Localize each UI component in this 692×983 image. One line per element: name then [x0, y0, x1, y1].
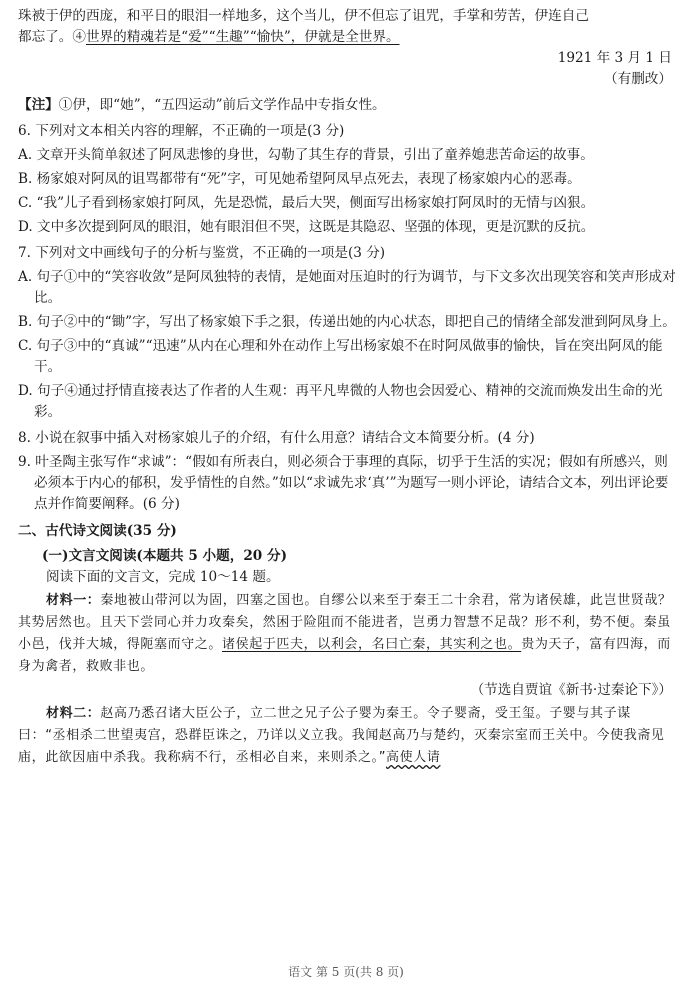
- q7-option-d: D. 句子④通过抒情直接表达了作者的人生观：再平凡卑微的人物也会因爱心、精神的交流而焕发出生命的光彩。: [18, 383, 663, 420]
- section-2-subtitle: (一)文言文阅读(本题共 5 小题，20 分): [42, 548, 288, 564]
- material-1: 材料一：秦地被山带河以为固，四塞之国也。自缪公以来至于秦王二十余君，常为诸侯雄，此岂世贤哉？其势居然也。且天下尝同心并力攻秦矣，然困于险阻而不能进者，岂勇力智慧不足哉？形不利，势不便。秦虽小邑，伐并大城，得阨塞而守之。诸侯起于匹夫，以利会，名曰亡秦，其实利之也。贵为天子，富有四海，而身为禽者，救败非也。: [18, 593, 672, 674]
- question-9-stem: 9. 叶圣陶主张写作“求诚”：“假如有所表白，则必须合于事理的真际，切乎于生活的实况；假如有所感兴，则必须本于内心的郁积，发乎情性的自然。”如以“求诚先求‘真’”为题写一则小评论，请结合文本，列出评论要点并作简要阐释。(6 分): [18, 454, 669, 512]
- wavy-underlined-phrase: 高使人请: [386, 750, 441, 765]
- passage-line: 都忘了。④世界的精魂若是“爱”“生趣”“愉快”，伊就是全世界。: [18, 29, 400, 45]
- q7-option-b: B. 句子②中的“锄”字，写出了杨家娘下手之狠，传递出她的内心状态，即把自己的情绪全部发泄到阿凤身上。: [18, 314, 676, 330]
- question-8-stem: 8. 小说在叙事中插入对杨家娘儿子的介绍，有什么用意？请结合文本简要分析。(4 分): [18, 430, 535, 446]
- passage-line: 珠被于伊的西庞，和平日的眼泪一样地多，这个当儿，伊不但忘了诅咒，手掌和劳苦，伊连自己: [18, 8, 589, 24]
- question-7-stem: 7. 下列对文中画线句子的分析与鉴赏，不正确的一项是(3 分): [18, 245, 386, 261]
- underlined-sentence: 诸侯起于匹夫，以利会，名曰亡秦，其实利之也。: [222, 637, 522, 652]
- q7-option-c: C. 句子③中的“真诚”“迅速”从内在心理和外在动作上写出杨家娘不在时阿凤做事的愉快，旨在突出阿凤的能干。: [18, 338, 663, 375]
- page-footer: 语文 第 5 页(共 8 页): [288, 965, 404, 979]
- passage-note: （有删改）: [604, 71, 672, 87]
- footnote: 【注】①伊，即“她”，“五四运动”前后文学作品中专指女性。: [18, 97, 386, 113]
- question-6-stem: 6. 下列对文本相关内容的理解，不正确的一项是(3 分): [18, 123, 345, 139]
- q7-option-a: A. 句子①中的“笑容收敛”是阿凤独特的表情，是她面对压迫时的行为调节，与下文多次出现笑容和笑声形成对比。: [18, 269, 676, 306]
- q6-option-c: C. “我”儿子看到杨家娘打阿凤，先是恐慌，最后大哭，侧面写出杨家娘打阿凤时的无情与凶狠。: [18, 195, 595, 211]
- q6-option-d: D. 文中多次提到阿凤的眼泪，她有眼泪但不哭，这既是其隐忍、坚强的体现，更是沉默的反抗。: [18, 219, 595, 235]
- q6-option-a: A. 文章开头简单叙述了阿凤悲惨的身世，勾勒了其生存的背景，引出了童养媳悲苦命运的故事。: [18, 147, 594, 163]
- exam-page: [18, 6, 676, 769]
- section-2-title: 二、古代诗文阅读(35 分): [18, 523, 177, 539]
- q6-option-b: B. 杨家娘对阿凤的诅骂都带有“死”字，可见她希望阿凤早点死去，表现了杨家娘内心的恶毒。: [18, 171, 581, 187]
- passage-date: 1921 年 3 月 1 日: [557, 50, 672, 66]
- material-1-source: （节选自贾谊《新书·过秦论下》）: [470, 682, 672, 698]
- section-2-instruction: 阅读下面的文言文，完成 10～14 题。: [46, 569, 280, 585]
- material-2: 材料二：赵高乃悉召诸大臣公子，立二世之兄子公子婴为秦王。令子婴斋，受王玺。子婴与其子谋曰：“丞相杀二世望夷宫，恐群臣诛之，乃详以义立我。我闻赵高乃与楚约，灭秦宗室而王关中。今使我斋见庙，此欲因庙中杀我。我称病不行，丞相必自来，来则杀之。”高使人请: [18, 706, 665, 765]
- underlined-sentence-4: 世界的精魂若是“爱”“生趣”“愉快”，伊就是全世界。: [85, 29, 400, 45]
